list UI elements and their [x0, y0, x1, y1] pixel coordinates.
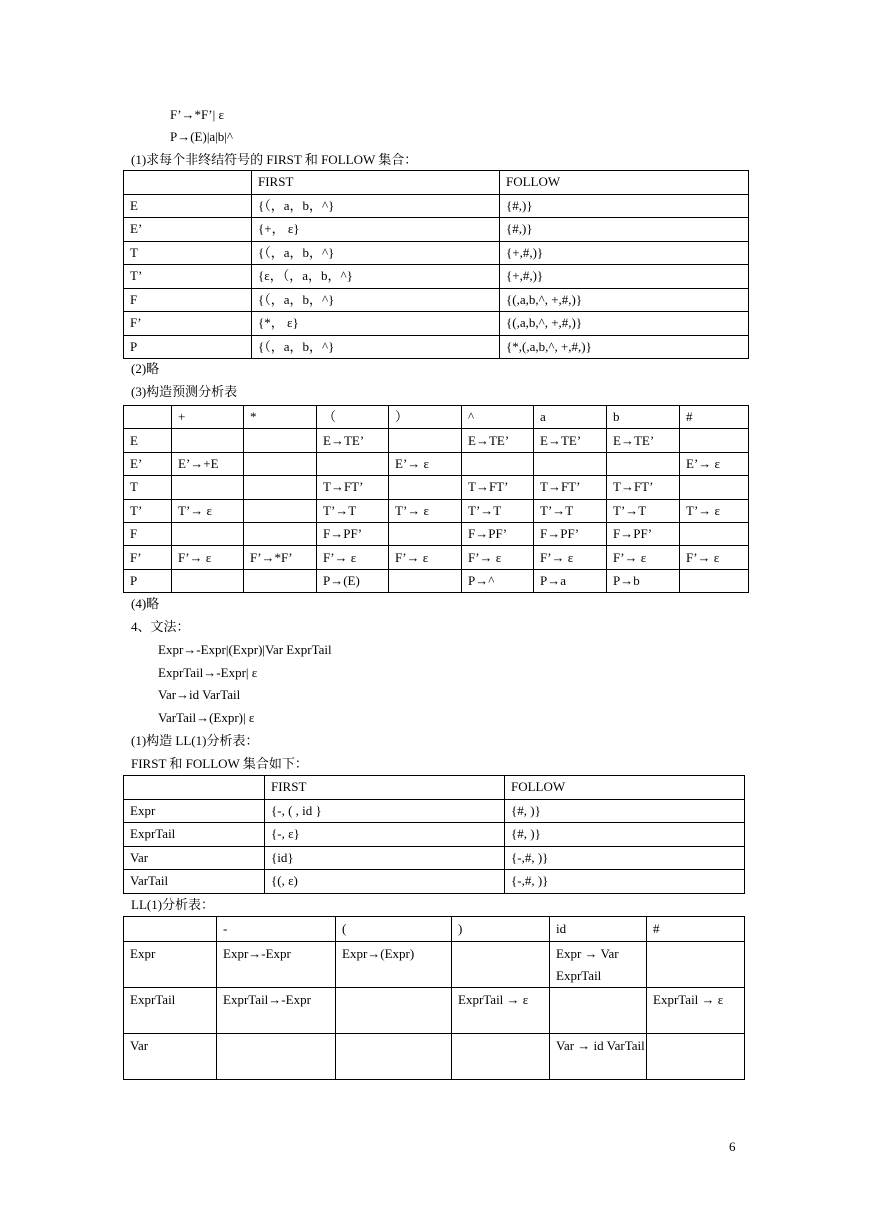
header-cell: # [680, 406, 749, 429]
ll1-table-label: LL(1)分析表： [131, 897, 215, 912]
production-p: P→(E)|a|b|^ [170, 129, 234, 144]
table-cell [172, 476, 244, 499]
table-cell [244, 476, 317, 499]
table-cell [172, 522, 244, 545]
table-cell: E’→ ε [389, 452, 462, 475]
header-row [124, 776, 745, 800]
table-cell [244, 499, 317, 522]
ll1-construct-heading: (1)构造 LL(1)分析表： [131, 733, 259, 748]
row-label-cell: T [124, 476, 172, 499]
table-cell: P→b [607, 569, 680, 592]
table-cell: {*， ε} [252, 312, 500, 336]
table-cell: Expr→-Expr [217, 942, 336, 988]
row-label-cell: F [124, 522, 172, 545]
table-row [124, 522, 749, 545]
row-label-cell: Expr [124, 799, 265, 823]
table-cell: F’→ ε [462, 546, 534, 569]
row-label-cell: ExprTail [124, 823, 265, 847]
header-cell: FOLLOW [500, 171, 749, 195]
table-cell: T’→T [534, 499, 607, 522]
row-label-cell: Expr [124, 942, 217, 988]
table-cell: {*,(,a,b,^, +,#,)} [500, 335, 749, 359]
table-cell: T→FT’ [607, 476, 680, 499]
table-cell: Expr → Var ExprTail [550, 942, 647, 988]
header-row [124, 917, 745, 942]
header-cell: FOLLOW [505, 776, 745, 800]
table-row [124, 241, 749, 265]
table-cell: P→^ [462, 569, 534, 592]
table-row [124, 288, 749, 312]
table-cell: E→TE’ [607, 429, 680, 452]
header-cell: - [217, 917, 336, 942]
table-cell: F→PF’ [317, 522, 389, 545]
table-cell [680, 476, 749, 499]
question-2-omitted: (2)略 [131, 361, 160, 376]
header-cell: （ [317, 406, 389, 429]
table-cell [317, 452, 389, 475]
table-cell [452, 942, 550, 988]
table-cell [172, 569, 244, 592]
table-cell: {#, )} [505, 799, 745, 823]
header-cell: id [550, 917, 647, 942]
table-cell: {-, ε} [265, 823, 505, 847]
table-row [124, 499, 749, 522]
row-label-cell: F’ [124, 312, 252, 336]
table-cell: E→TE’ [462, 429, 534, 452]
table-cell [680, 522, 749, 545]
row-label-cell: VarTail [124, 870, 265, 894]
table-cell: F’→ ε [389, 546, 462, 569]
production-var: Var→id VarTail [158, 687, 241, 702]
row-label-cell: T’ [124, 265, 252, 289]
table-cell [244, 522, 317, 545]
table-cell: T’→ ε [172, 499, 244, 522]
table-row [124, 312, 749, 336]
question-3-heading: (3)构造预测分析表 [131, 384, 238, 399]
table-row [124, 335, 749, 359]
table-cell: T’→ ε [680, 499, 749, 522]
table-cell: {+， ε} [252, 218, 500, 242]
table-cell: T→FT’ [317, 476, 389, 499]
production-fprime: F’→*F’| ε [170, 107, 224, 122]
table-row [124, 569, 749, 592]
table-row [124, 476, 749, 499]
table-cell [452, 1034, 550, 1080]
header-cell [124, 776, 265, 800]
table-cell: F’→ ε [607, 546, 680, 569]
table-cell: T’→T [317, 499, 389, 522]
table-cell: T’→ ε [389, 499, 462, 522]
question-4-omitted: (4)略 [131, 596, 160, 611]
table-cell: Var → id VarTail [550, 1034, 647, 1080]
row-label-cell: E’ [124, 218, 252, 242]
table-cell [607, 452, 680, 475]
header-cell: a [534, 406, 607, 429]
grammar-heading: 4、文法： [131, 619, 190, 634]
table-cell: {(,a,b,^, +,#,)} [500, 288, 749, 312]
table-cell: F’→ ε [317, 546, 389, 569]
header-cell: FIRST [265, 776, 505, 800]
production-exprtail: ExprTail→-Expr| ε [158, 665, 258, 680]
table-cell: ExprTail → ε [452, 988, 550, 1034]
table-row [124, 870, 745, 894]
table-cell: {ε，（，a，b，^} [252, 265, 500, 289]
table-cell [389, 569, 462, 592]
table-cell: P→(E) [317, 569, 389, 592]
table-cell: {#,)} [500, 194, 749, 218]
header-cell [124, 171, 252, 195]
table-row [124, 942, 745, 988]
table-row [124, 194, 749, 218]
table-row [124, 823, 745, 847]
row-label-cell: P [124, 335, 252, 359]
table-cell: Expr→(Expr) [336, 942, 452, 988]
table-cell: T→FT’ [534, 476, 607, 499]
ll1-parsing-table [123, 916, 745, 1080]
first-follow-table-1 [123, 170, 749, 359]
table-cell [680, 569, 749, 592]
header-cell [124, 406, 172, 429]
table-cell: ExprTail→-Expr [217, 988, 336, 1034]
table-cell [244, 569, 317, 592]
table-row [124, 1034, 745, 1080]
predictive-parsing-table [123, 405, 749, 593]
table-cell: {（，a，b，^} [252, 194, 500, 218]
table-cell: E→TE’ [317, 429, 389, 452]
header-cell: + [172, 406, 244, 429]
table-cell: ExprTail → ε [647, 988, 745, 1034]
table-cell [462, 452, 534, 475]
table-cell [647, 1034, 745, 1080]
table-row [124, 452, 749, 475]
header-cell: b [607, 406, 680, 429]
table-cell: {-,#, )} [505, 846, 745, 870]
table-cell: F→PF’ [534, 522, 607, 545]
table-cell: T→FT’ [462, 476, 534, 499]
table-cell [217, 1034, 336, 1080]
table-cell: {+,#,)} [500, 241, 749, 265]
table-cell: F’→ ε [172, 546, 244, 569]
table-cell [389, 522, 462, 545]
table-cell [680, 429, 749, 452]
table-cell: {(, ε) [265, 870, 505, 894]
page-number: 6 [729, 1139, 736, 1154]
row-label-cell: Var [124, 846, 265, 870]
table-row [124, 429, 749, 452]
row-label-cell: T [124, 241, 252, 265]
header-row [124, 406, 749, 429]
header-cell: ) [452, 917, 550, 942]
table-cell [336, 988, 452, 1034]
table-row [124, 988, 745, 1034]
table-cell: E’→ ε [680, 452, 749, 475]
header-cell: ） [389, 406, 462, 429]
table-cell [550, 988, 647, 1034]
table-row [124, 546, 749, 569]
table-cell [244, 429, 317, 452]
row-label-cell: F’ [124, 546, 172, 569]
table-row [124, 265, 749, 289]
row-label-cell: E [124, 194, 252, 218]
table-cell: {#, )} [505, 823, 745, 847]
table-cell: {-,#, )} [505, 870, 745, 894]
table-row [124, 218, 749, 242]
table-cell [336, 1034, 452, 1080]
header-cell: ( [336, 917, 452, 942]
row-label-cell: Var [124, 1034, 217, 1080]
table-cell: T’→T [607, 499, 680, 522]
row-label-cell: P [124, 569, 172, 592]
table-row [124, 799, 745, 823]
table-cell: {（，a，b，^} [252, 241, 500, 265]
first-follow-table-2 [123, 775, 745, 894]
question-1-heading: (1)求每个非终结符号的 FIRST 和 FOLLOW 集合： [131, 152, 418, 167]
row-label-cell: F [124, 288, 252, 312]
table-cell: {-, ( , id } [265, 799, 505, 823]
header-cell [124, 917, 217, 942]
row-label-cell: E [124, 429, 172, 452]
table-cell: T’→T [462, 499, 534, 522]
header-cell: * [244, 406, 317, 429]
table-cell: E’→+E [172, 452, 244, 475]
table-cell: P→a [534, 569, 607, 592]
table-cell: {id} [265, 846, 505, 870]
table-cell: {（，a，b，^} [252, 288, 500, 312]
table-cell [389, 476, 462, 499]
table-cell: F’→ ε [534, 546, 607, 569]
row-label-cell: T’ [124, 499, 172, 522]
table-cell: E→TE’ [534, 429, 607, 452]
header-cell: ^ [462, 406, 534, 429]
table-cell: {（，a，b，^} [252, 335, 500, 359]
header-cell: FIRST [252, 171, 500, 195]
table-cell [534, 452, 607, 475]
table-cell: {+,#,)} [500, 265, 749, 289]
first-follow-intro: FIRST 和 FOLLOW 集合如下： [131, 756, 308, 771]
row-label-cell: ExprTail [124, 988, 217, 1034]
table-cell [244, 452, 317, 475]
row-label-cell: E’ [124, 452, 172, 475]
table-cell: F→PF’ [462, 522, 534, 545]
table-cell [647, 942, 745, 988]
table-cell: F→PF’ [607, 522, 680, 545]
table-row [124, 846, 745, 870]
table-cell: F’→*F’ [244, 546, 317, 569]
production-vartail: VarTail→(Expr)| ε [158, 710, 255, 725]
header-cell: # [647, 917, 745, 942]
table-cell [172, 429, 244, 452]
table-cell: F’→ ε [680, 546, 749, 569]
table-cell [389, 429, 462, 452]
table-cell: {(,a,b,^, +,#,)} [500, 312, 749, 336]
table-cell: {#,)} [500, 218, 749, 242]
header-row [124, 171, 749, 195]
production-expr: Expr→-Expr|(Expr)|Var ExprTail [158, 642, 332, 657]
